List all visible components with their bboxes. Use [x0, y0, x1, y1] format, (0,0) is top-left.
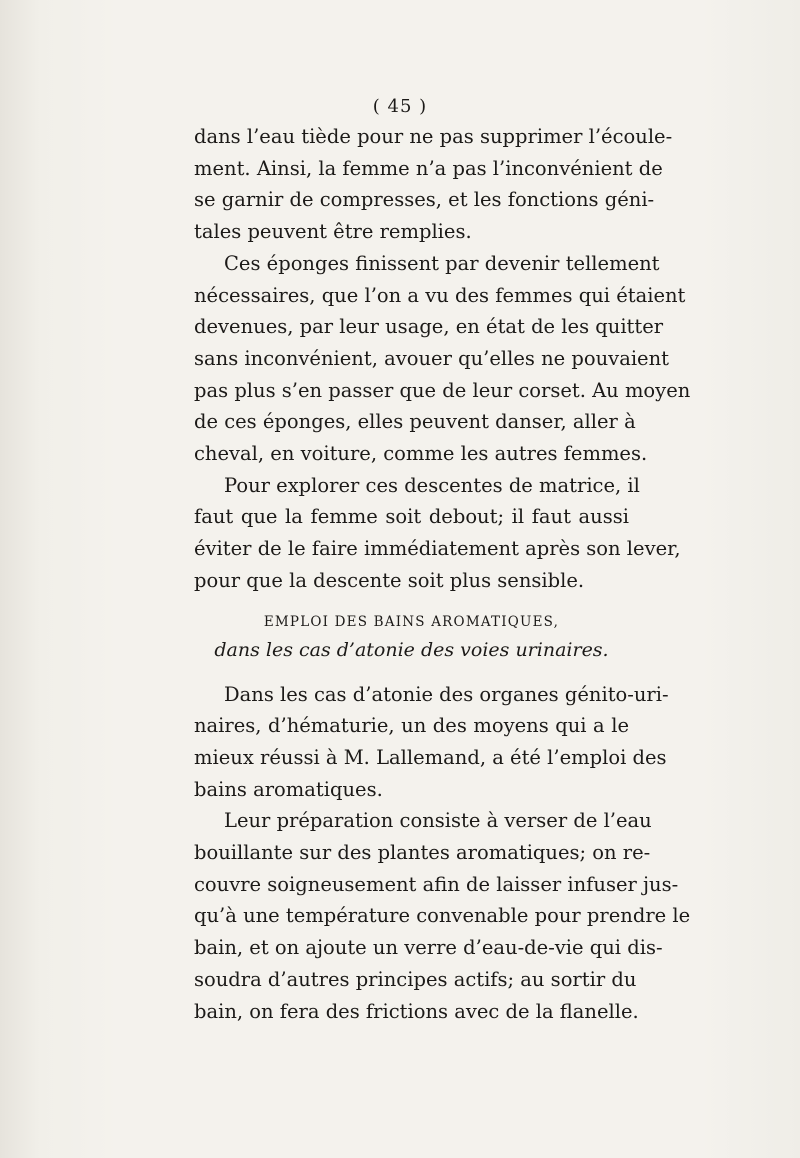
text-line: ment. Ainsi, la femme n’a pas l’inconvénient de — [194, 156, 663, 180]
text-line: devenues, par leur usage, en état de les quitter — [194, 315, 664, 339]
section-heading: EMPLOI DES BAINS AROMATIQUES, — [263, 613, 560, 630]
body-text — [194, 121, 691, 1027]
text-line: nécessaires, que l’on a vu des femmes qui étaient — [194, 283, 686, 307]
text-line: couvre soigneusement afin de laisser infuser jus- — [194, 872, 679, 896]
text-line: se garnir de compresses, et les fonctions géni- — [194, 188, 655, 212]
paragraph-2 — [194, 248, 691, 470]
page-number: ( 45 ) — [372, 96, 428, 117]
paragraph-1 — [194, 121, 673, 248]
text-line: bain, et on ajoute un verre d’eau-de-vie qui dis- — [194, 936, 663, 960]
text-line: pour que la descente soit plus sensible. — [194, 568, 585, 592]
text-line: Leur préparation consiste à verser de l’eau — [224, 809, 652, 833]
text-line: éviter de le faire immédiatement après son lever, — [194, 537, 681, 561]
text-line: dans l’eau tiède pour ne pas supprimer l’écoule- — [194, 125, 673, 148]
text-line: bains aromatiques. — [194, 777, 383, 801]
text-line: Pour explorer ces descentes de matrice, il — [224, 473, 640, 497]
text-line: bouillante sur des plantes aromatiques; on re- — [194, 841, 651, 865]
text-line: Ces éponges finissent par devenir tellement — [224, 251, 660, 275]
section-subheading: dans les cas d’atonie des voies urinaires. — [214, 638, 609, 661]
paragraph-3 — [194, 470, 681, 597]
text-line: qu’à une température convenable pour prendre le — [194, 904, 691, 928]
text-line: sans inconvénient, avouer qu’elles ne pouvaient — [194, 346, 669, 370]
paragraph-4 — [194, 679, 669, 806]
text-line: pas plus s’en passer que de leur corset. Au moyen — [194, 378, 691, 402]
text-line: naires, d’hématurie, un des moyens qui a le — [194, 714, 629, 738]
text-line: soudra d’autres principes actifs; au sortir du — [194, 967, 637, 991]
text-line: cheval, en voiture, comme les autres femmes. — [194, 442, 648, 466]
text-line: Dans les cas d’atonie des organes génito-uri- — [224, 682, 669, 706]
paragraph-5 — [194, 805, 691, 1027]
text-line: de ces éponges, elles peuvent danser, aller à — [194, 410, 636, 434]
text-line: bain, on fera des frictions avec de la flanelle. — [194, 999, 639, 1023]
text-line: tales peuvent être remplies. — [194, 220, 472, 244]
text-line: mieux réussi à M. Lallemand, a été l’emploi des — [194, 745, 667, 769]
text-line: faut que la femme soit debout; il faut aussi — [194, 505, 629, 529]
